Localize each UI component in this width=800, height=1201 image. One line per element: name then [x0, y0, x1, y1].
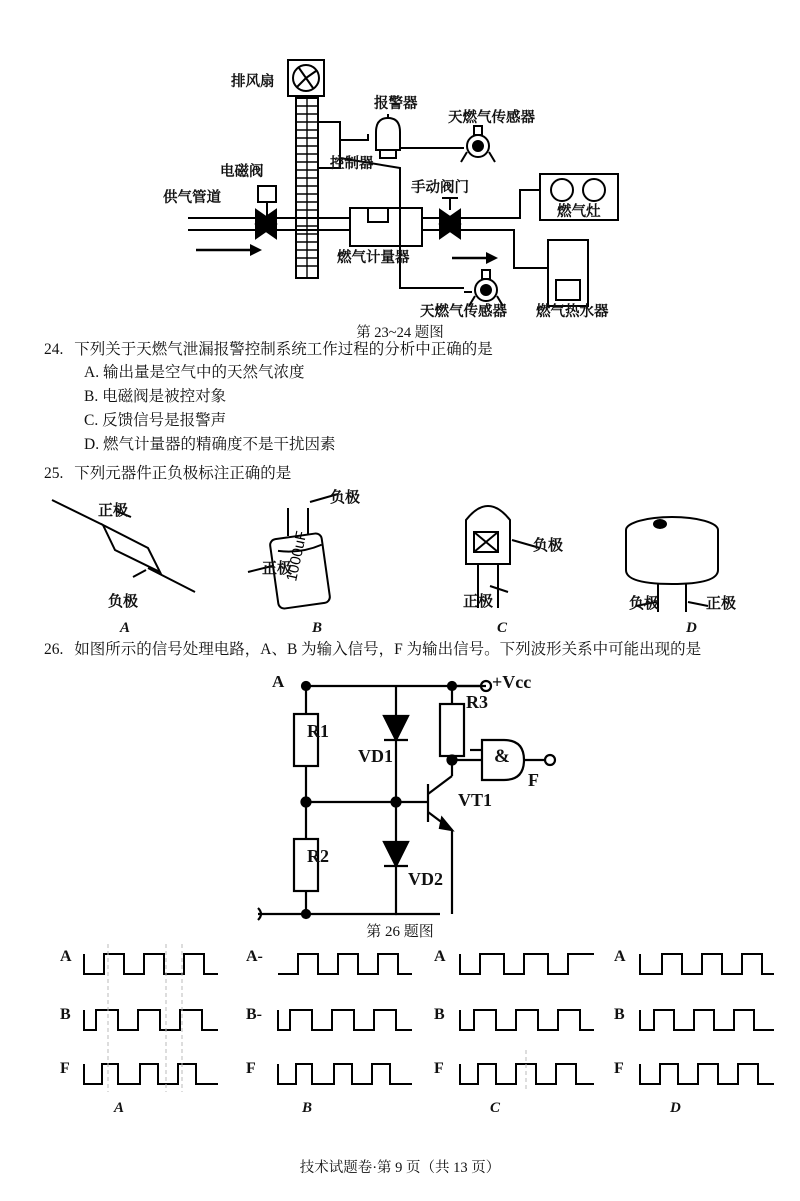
signal-circuit-diagram — [0, 664, 800, 924]
q26-stem-line — [44, 638, 774, 661]
waveform-d-row-a-label: A — [614, 948, 626, 965]
svg-text:1000uF: 1000uF — [283, 529, 311, 583]
label-gas-meter: 燃气计量器 — [337, 250, 410, 266]
q25-b-label-positive: 正极 — [262, 561, 293, 577]
figure-components — [0, 480, 800, 640]
waveform-b-row-f-label: F — [246, 1060, 256, 1077]
q25-a-label-positive: 正极 — [98, 503, 129, 519]
label-gas-sensor-bottom: 天燃气传感器 — [420, 304, 507, 320]
page-footer: 技术试题卷·第 9 页（共 13 页） — [299, 1160, 501, 1176]
q25-b-label-negative: 负极 — [330, 490, 361, 506]
q24-stem-line — [44, 338, 764, 361]
waveform-b-row-b-label: B- — [246, 1006, 262, 1023]
q25-d-label-negative: 负极 — [629, 596, 660, 612]
q24-stem: 下列关于天燃气泄漏报警控制系统工作过程的分析中正确的是 — [74, 341, 493, 358]
label-vcc: +Vcc — [492, 672, 532, 692]
q24-option-c[interactable]: C. 反馈信号是报警声 — [84, 412, 227, 430]
q24-number: 24. — [44, 341, 64, 358]
waveform-option-a[interactable] — [52, 940, 242, 1125]
waveform-a-option-letter: A — [114, 1100, 125, 1116]
label-vt1: VT1 — [458, 790, 493, 810]
waveform-c-row-b-label: B — [434, 1006, 445, 1023]
waveform-b-row-a-label: A- — [246, 948, 263, 965]
q25-c-label-positive: 正极 — [463, 594, 494, 610]
q25-c-label-negative: 负极 — [533, 538, 564, 554]
label-vd1: VD1 — [358, 746, 393, 766]
label-exhaust-fan: 排风扇 — [231, 74, 275, 90]
figure-gas-alarm-system — [0, 18, 800, 341]
waveform-d-option-letter: D — [670, 1100, 681, 1116]
label-controller: 控制器 — [330, 156, 374, 172]
q25-option-a-letter: A — [120, 620, 131, 636]
q25-stem: 下列元器件正负极标注正确的是 — [74, 465, 292, 482]
q25-a-label-negative: 负极 — [108, 594, 139, 610]
label-gas-supply-pipe: 供气管道 — [163, 190, 221, 206]
figure23-caption: 第 23~24 题图 — [356, 325, 444, 341]
label-and-gate: & — [494, 746, 510, 767]
waveform-c-row-f-label: F — [434, 1060, 444, 1077]
waveform-option-b[interactable] — [240, 940, 430, 1125]
q25-d-label-positive: 正极 — [706, 596, 737, 612]
waveform-b-option-letter: B — [302, 1100, 313, 1116]
figure26-caption: 第 26 题图 — [366, 924, 434, 940]
label-r2: R2 — [307, 846, 329, 866]
waveform-a-svg — [82, 940, 222, 1095]
waveform-d-row-f-label: F — [614, 1060, 624, 1077]
waveform-option-c[interactable] — [428, 940, 618, 1125]
waveform-options — [0, 940, 800, 1125]
label-gas-water-heater: 燃气热水器 — [536, 304, 609, 320]
label-gas-stove: 燃气灶 — [557, 204, 601, 220]
label-gas-sensor-top: 天燃气传感器 — [448, 110, 535, 126]
q24-option-a[interactable]: A. 输出量是空气中的天然气浓度 — [84, 364, 305, 382]
q24-option-b[interactable]: B. 电磁阀是被控对象 — [84, 388, 227, 406]
waveform-c-svg — [458, 940, 598, 1095]
question-24 — [44, 338, 764, 457]
q25-number: 25. — [44, 465, 64, 482]
waveform-b-svg — [276, 940, 416, 1095]
label-output-f: F — [528, 770, 539, 790]
question-26 — [44, 638, 774, 661]
waveform-d-svg — [638, 940, 778, 1095]
figure-signal-circuit — [0, 664, 800, 924]
label-vd2: VD2 — [408, 869, 443, 889]
q25-option-b-letter: B — [312, 620, 323, 636]
label-alarm: 报警器 — [374, 96, 418, 112]
gas-system-diagram — [0, 18, 800, 318]
waveform-a-row-a-label: A — [60, 948, 72, 965]
label-solenoid-valve: 电磁阀 — [220, 164, 264, 180]
q26-number: 26. — [44, 641, 64, 658]
q25-option-c-letter: C — [497, 620, 508, 636]
waveform-c-option-letter: C — [490, 1100, 501, 1116]
waveform-a-row-b-label: B — [60, 1006, 71, 1023]
q25-option-d-letter: D — [686, 620, 697, 636]
label-manual-valve: 手动阀门 — [411, 180, 469, 196]
label-r3: R3 — [466, 692, 488, 712]
label-r1: R1 — [307, 721, 329, 741]
waveform-a-row-f-label: F — [60, 1060, 70, 1077]
waveform-option-d[interactable] — [608, 940, 798, 1125]
q24-option-d[interactable]: D. 燃气计量器的精确度不是干扰因素 — [84, 436, 336, 454]
label-input-a: A — [272, 672, 285, 691]
waveform-c-row-a-label: A — [434, 948, 446, 965]
waveform-d-row-b-label: B — [614, 1006, 625, 1023]
q26-stem: 如图所示的信号处理电路，A、B 为输入信号，F 为输出信号。下列波形关系中可能出现的是 — [74, 641, 702, 658]
